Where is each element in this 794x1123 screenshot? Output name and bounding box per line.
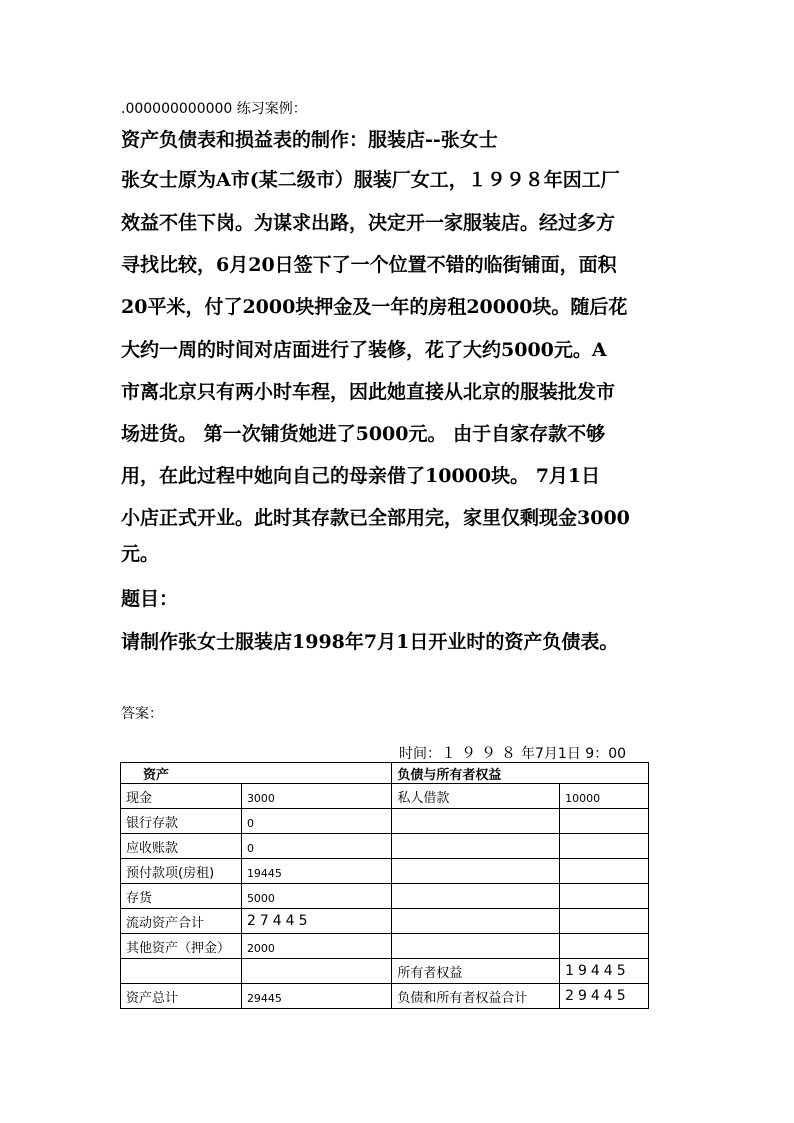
liabilities-header: 负债与所有者权益 bbox=[392, 763, 649, 784]
asset-value: 27445 bbox=[241, 909, 391, 934]
table-row bbox=[121, 984, 649, 1009]
table-row bbox=[121, 909, 649, 934]
time-year: １９９８ bbox=[441, 744, 522, 762]
asset-label: 流动资产合计 bbox=[121, 909, 242, 934]
liability-label bbox=[392, 934, 560, 959]
liability-label bbox=[392, 909, 560, 934]
liability-label bbox=[392, 884, 560, 909]
asset-value: 2000 bbox=[241, 934, 391, 959]
time-clock: 9：00 bbox=[585, 746, 627, 762]
table-header-row bbox=[121, 763, 649, 784]
time-label bbox=[399, 742, 626, 763]
table-row bbox=[121, 834, 649, 859]
paragraph-line: 寻找比较，6月20日签下了一个位置不错的临街铺面，面积 bbox=[121, 254, 617, 276]
liability-value: 10000 bbox=[560, 784, 649, 809]
table-row bbox=[121, 809, 649, 834]
case-title: 资产负债表和损益表的制作：服装店--张女士 bbox=[121, 129, 498, 151]
liability-value: 19445 bbox=[560, 959, 649, 984]
liability-value: 29445 bbox=[560, 984, 649, 1009]
question-label: 题目： bbox=[121, 588, 179, 610]
answer-label: 答案： bbox=[121, 706, 163, 722]
table-row bbox=[121, 934, 649, 959]
asset-value: 0 bbox=[241, 809, 391, 834]
table-row bbox=[121, 859, 649, 884]
question-text: 请制作张女士服装店1998年7月1日开业时的资产负债表。 bbox=[121, 631, 619, 653]
asset-label: 资产总计 bbox=[121, 984, 242, 1009]
asset-value: 29445 bbox=[241, 984, 391, 1009]
asset-value bbox=[241, 959, 391, 984]
paragraph-line: 20平米，付了2000块押金及一年的房租20000块。随后花 bbox=[121, 296, 628, 318]
paragraph-line: 张女士原为A市(某二级市）服装厂女工，１９９８年因工厂 bbox=[121, 169, 620, 191]
paragraph-line: 场进货。 第一次铺货她进了5000元。 由于自家存款不够 bbox=[121, 423, 606, 445]
paragraph-line: 效益不佳下岗。为谋求出路，决定开一家服装店。经过多方 bbox=[121, 212, 616, 234]
liability-label: 私人借款 bbox=[392, 784, 560, 809]
liability-value bbox=[560, 834, 649, 859]
paragraph-line: 大约一周的时间对店面进行了装修，花了大约5000元。A bbox=[121, 339, 607, 361]
liability-label bbox=[392, 834, 560, 859]
table-row bbox=[121, 959, 649, 984]
time-prefix: 时间： bbox=[399, 746, 441, 762]
time-date: 年7月1日 bbox=[521, 746, 581, 762]
asset-value: 19445 bbox=[241, 859, 391, 884]
liability-label bbox=[392, 859, 560, 884]
paragraph-line: 市离北京只有两小时车程，因此她直接从北京的服装批发市 bbox=[121, 381, 616, 403]
liability-label: 所有者权益 bbox=[392, 959, 560, 984]
liability-value bbox=[560, 859, 649, 884]
asset-value: 3000 bbox=[241, 784, 391, 809]
asset-label: 现金 bbox=[121, 784, 242, 809]
liability-value bbox=[560, 909, 649, 934]
asset-label: 银行存款 bbox=[121, 809, 242, 834]
table-row bbox=[121, 884, 649, 909]
liability-label bbox=[392, 809, 560, 834]
balance-sheet-table bbox=[120, 762, 649, 1009]
liability-value bbox=[560, 809, 649, 834]
asset-label: 其他资产（押金） bbox=[121, 934, 242, 959]
asset-label: 存货 bbox=[121, 884, 242, 909]
liability-value bbox=[560, 884, 649, 909]
paragraph-line: 小店正式开业。此时其存款已全部用完，家里仅剩现金3000 bbox=[121, 507, 630, 529]
asset-label: 应收账款 bbox=[121, 834, 242, 859]
asset-value: 5000 bbox=[241, 884, 391, 909]
asset-value: 0 bbox=[241, 834, 391, 859]
liability-label: 负债和所有者权益合计 bbox=[392, 984, 560, 1009]
paragraph-line: 用，在此过程中她向自己的母亲借了10000块。 7月1日 bbox=[121, 465, 601, 487]
paragraph-line: 元。 bbox=[121, 543, 160, 565]
asset-label bbox=[121, 959, 242, 984]
table-row bbox=[121, 784, 649, 809]
liability-value bbox=[560, 934, 649, 959]
exercise-header: .000000000000 练习案例： bbox=[121, 101, 307, 117]
asset-label: 预付款项(房租) bbox=[121, 859, 242, 884]
assets-header: 资产 bbox=[121, 763, 392, 784]
